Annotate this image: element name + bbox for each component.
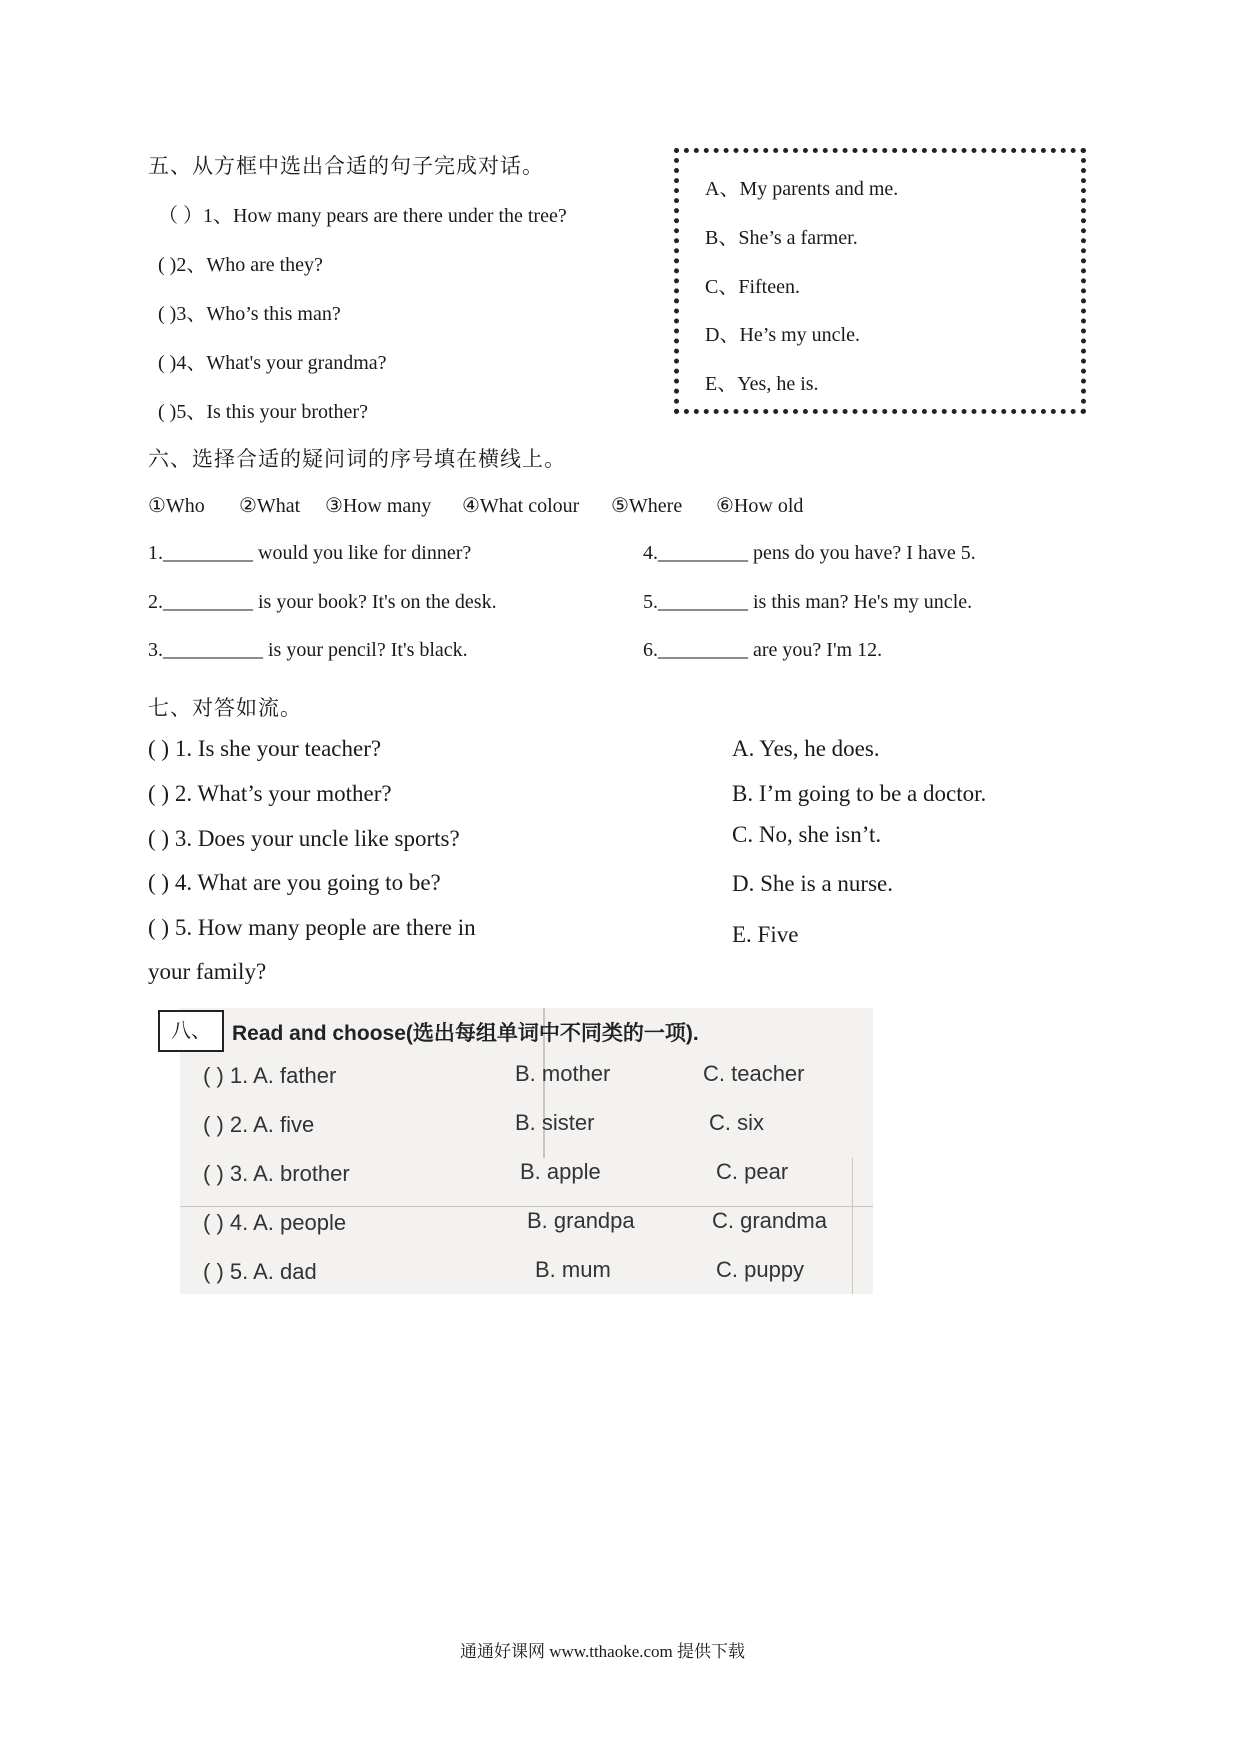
scan-divider [852, 1158, 853, 1294]
section7-answer-a: A. Yes, he does. [732, 736, 880, 761]
section7-question-5-continued: your family? [148, 959, 267, 984]
section8-row-2-option-b: B. sister [515, 1110, 595, 1135]
section8-row-3-question: ( ) 3. A. brother [203, 1161, 350, 1186]
question-word-how-old: ⑥How old [716, 495, 804, 517]
section7-answer-b: B. I’m going to be a doctor. [732, 781, 987, 806]
section6-item-5: 5._________ is this man? He's my uncle. [643, 591, 973, 613]
question-word-what-colour: ④What colour [462, 495, 580, 517]
section7-question-4: ( ) 4. What are you going to be? [148, 870, 441, 895]
section7-question-3: ( ) 3. Does your uncle like sports? [148, 826, 460, 851]
question-word-who: ①Who [148, 495, 205, 517]
section6-item-2: 2._________ is your book? It's on the desk. [148, 591, 497, 613]
section7-answer-e: E. Five [732, 922, 799, 947]
section8-row-2-option-c: C. six [709, 1110, 764, 1135]
section6-item-4: 4._________ pens do you have? I have 5. [643, 542, 976, 564]
section8-row-3-option-b: B. apple [520, 1159, 601, 1184]
section5-option-d: D、He’s my uncle. [705, 324, 860, 346]
section7-question-2: ( ) 2. What’s your mother? [148, 781, 392, 806]
section8-scan-background [180, 1008, 873, 1294]
section8-row-1-question: ( ) 1. A. father [203, 1063, 337, 1088]
section7-title: 七、对答如流。 [148, 696, 302, 720]
question-word-where: ⑤Where [611, 495, 683, 517]
footer-text: 通通好课网 www.tthaoke.com 提供下载 [460, 1642, 746, 1661]
section7-answer-c: C. No, she isn’t. [732, 822, 882, 847]
section5-question-2: ( )2、Who are they? [158, 254, 323, 276]
section5-title: 五、从方框中选出合适的句子完成对话。 [148, 154, 544, 178]
section6-item-3: 3.__________ is your pencil? It's black. [148, 639, 468, 661]
section8-row-4-question: ( ) 4. A. people [203, 1210, 347, 1235]
section7-answer-d: D. She is a nurse. [732, 871, 893, 896]
section8-row-2-question: ( ) 2. A. five [203, 1112, 315, 1137]
section5-question-4: ( )4、What's your grandma? [158, 352, 387, 374]
section5-option-e: E、Yes, he is. [705, 373, 819, 395]
section8-row-5-question: ( ) 5. A. dad [203, 1259, 317, 1284]
section8-row-3-option-c: C. pear [716, 1159, 789, 1184]
section8-label-box: 八、 [158, 1010, 224, 1052]
section8-row-5-option-c: C. puppy [716, 1257, 805, 1282]
question-word-what: ②What [239, 495, 301, 517]
section5-question-5: ( )5、Is this your brother? [158, 401, 368, 423]
section8-row-1-option-c: C. teacher [703, 1061, 805, 1086]
section5-question-3: ( )3、Who’s this man? [158, 303, 341, 325]
section6-title: 六、选择合适的疑问词的序号填在横线上。 [148, 447, 566, 471]
section6-item-6: 6._________ are you? I'm 12. [643, 639, 883, 661]
section5-option-a: A、My parents and me. [705, 178, 899, 200]
section7-question-1: ( ) 1. Is she your teacher? [148, 736, 382, 761]
section5-option-c: C、Fifteen. [705, 276, 800, 298]
section8-row-5-option-b: B. mum [535, 1257, 611, 1282]
question-word-how-many: ③How many [325, 495, 432, 517]
section5-question-1: （ ）1、How many pears are there under the tree? [158, 205, 567, 227]
section5-option-b: B、She’s a farmer. [705, 227, 858, 249]
scan-divider [180, 1206, 873, 1207]
section8-row-4-option-b: B. grandpa [527, 1208, 635, 1233]
section8-row-4-option-c: C. grandma [712, 1208, 827, 1233]
section7-question-5: ( ) 5. How many people are there in [148, 915, 476, 940]
section8-title: Read and choose(选出每组单词中不同类的一项). [232, 1022, 699, 1045]
section8-row-1-option-b: B. mother [515, 1061, 611, 1086]
section6-item-1: 1._________ would you like for dinner? [148, 542, 472, 564]
